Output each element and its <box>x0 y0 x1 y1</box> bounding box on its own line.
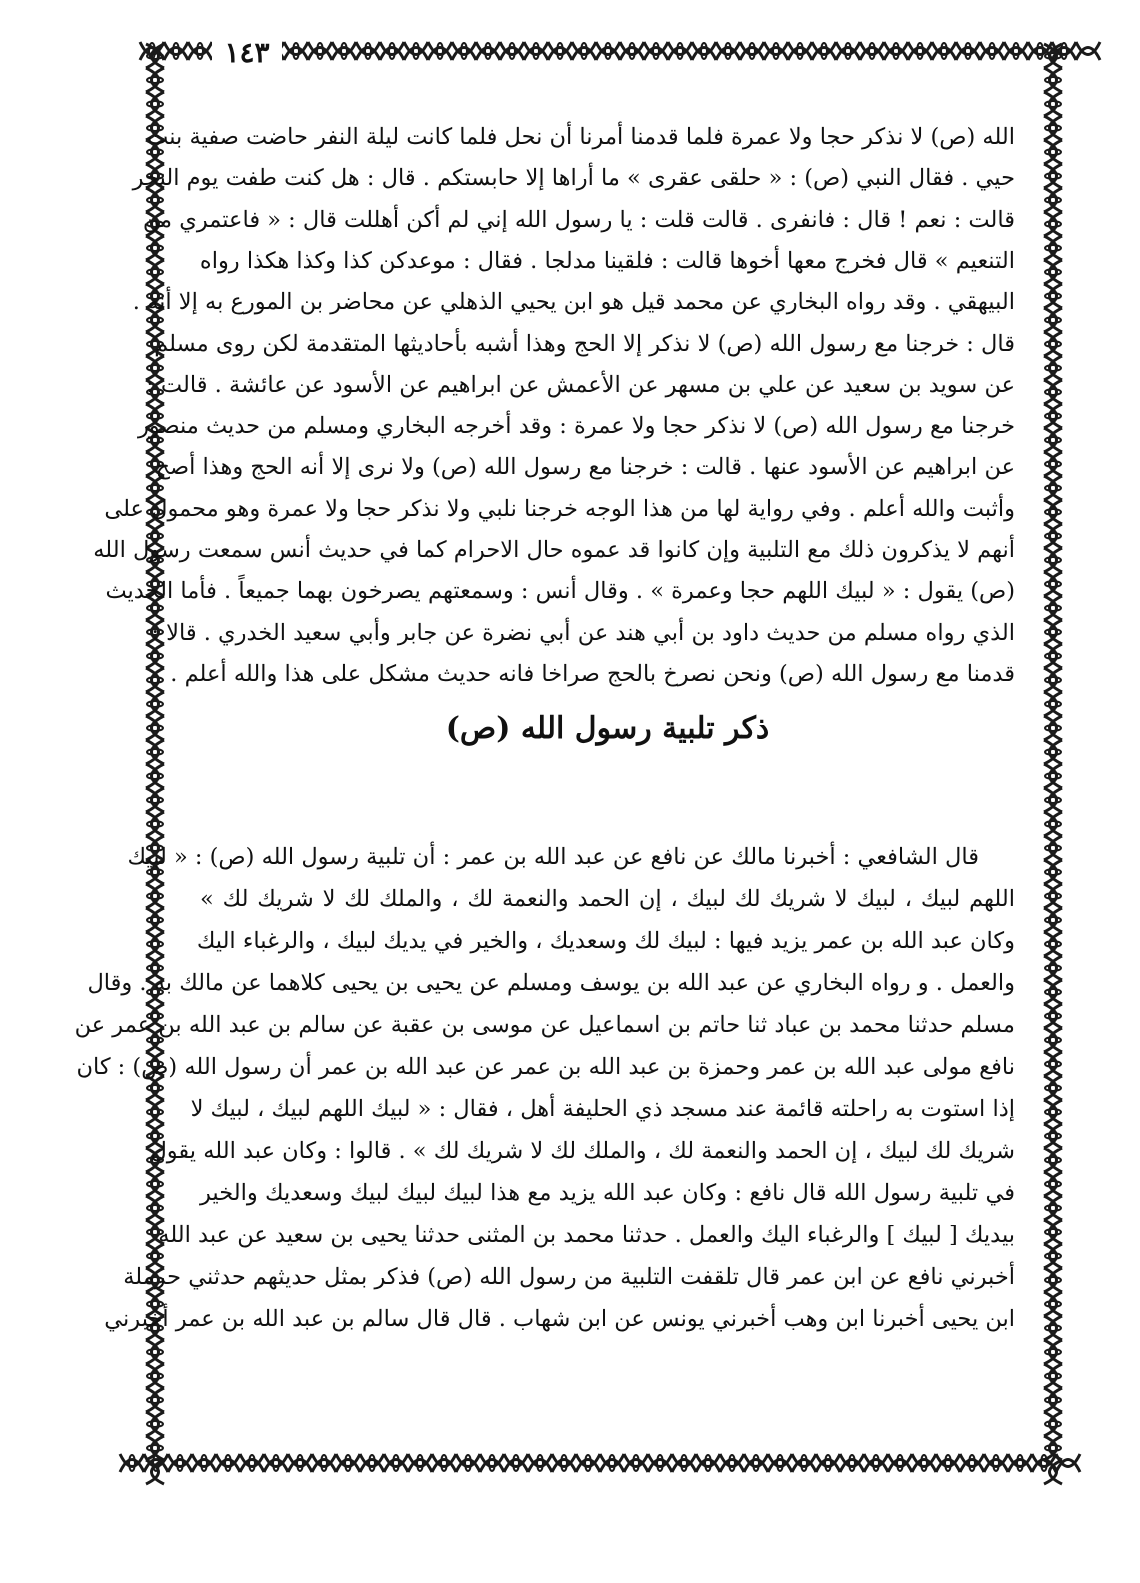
chain-ornament <box>120 1440 1062 1486</box>
text-line: مسلم حدثنا محمد بن عباد ثنا حاتم بن اسماعيل عن موسى بن عقبة عن سالم بن عبد الله بن عمر عن <box>74 1012 1015 1038</box>
ornamental-border-bottom <box>120 1440 1062 1486</box>
text-line: الذي رواه مسلم من حديث داود بن أبي هند عن أبي نضرة عن جابر وأبي سعيد الخدري . قالا : <box>151 619 1015 646</box>
text-line: نافع مولى عبد الله بن عمر وحمزة بن عبد الله بن عمر عن عبد الله بن عمر أن رسول الله (ص) : كان <box>76 1054 1015 1080</box>
text-body <box>74 118 1015 1418</box>
text-line: عن سويد بن سعيد عن علي بن مسهر عن الأعمش عن ابراهيم عن الأسود عن عائشة . قالت : <box>146 371 1015 398</box>
text-line: البيهقي . وقد رواه البخاري عن محمد قيل هو ابن يحيي الذهلي عن محاضر بن المورع به إلا أنه . <box>132 289 1015 316</box>
text-line: وكان عبد الله بن عمر يزيد فيها : لبيك لك وسعديك ، والخير في يديك لبيك ، والرغباء اليك <box>196 928 1015 954</box>
text-line: قال الشافعي : أخبرنا مالك عن نافع عن عبد الله بن عمر : أن تلبية رسول الله (ص) : « لبيك <box>127 844 979 870</box>
text-line: عن ابراهيم عن الأسود عنها . قالت : خرجنا مع رسول الله (ص) ولا نرى إلا أنه الحج وهذا أصح <box>155 454 1015 481</box>
text-line: وأثبت والله أعلم . وفي رواية لها من هذا الوجه خرجنا نلبي ولا نذكر حجا ولا عمرة وهو محمول على <box>104 495 1015 522</box>
text-line: خرجنا مع رسول الله (ص) لا نذكر حجا ولا عمرة : وقد أخرجه البخاري ومسلم من حديث منصور <box>137 413 1015 440</box>
text-line: في تلبية رسول الله قال نافع : وكان عبد الله يزيد مع هذا لبيك لبيك لبيك وسعديك والخير <box>200 1180 1015 1206</box>
text-line: قالت : نعم ! قال : فانفرى . قالت قلت : يا رسول الله إني لم أكن أهللت قال : « فاعتمري من <box>142 206 1015 233</box>
text-line: حيي . فقال النبي (ص) : « حلقى عقرى » ما أراها إلا حابستكم . قال : هل كنت طفت يوم النحر <box>132 165 1015 192</box>
text-line: ابن يحيى أخبرنا ابن وهب أخبرني يونس عن ابن شهاب . قال قال سالم بن عبد الله بن عمر أخبرني <box>104 1306 1015 1332</box>
text-line: التنعيم » قال فخرج معها أخوها قالت : فلقينا مدلجا . فقال : موعدكن كذا وكذا هكذا رواه <box>199 247 1015 274</box>
text-line: أنهم لا يذكرون ذلك مع التلبية وإن كانوا قد عموه حال الاحرام كما في حديث أنس سمعت رسول الله <box>93 537 1015 563</box>
text-line: إذا استوت به راحلته قائمة عند مسجد ذي الحليفة أهل ، فقال : « لبيك اللهم لبيك ، لبيك لا <box>190 1096 1015 1122</box>
ornamental-border-right <box>1030 44 1076 1464</box>
text-line: شريك لك لبيك ، إن الحمد والنعمة لك ، والملك لك لا شريك لك » . قالوا : وكان عبد الله يقول <box>150 1138 1015 1164</box>
text-line: اللهم لبيك ، لبيك لا شريك لك لبيك ، إن الحمد والنعمة لك ، والملك لك لا شريك لك » <box>200 886 1015 912</box>
section-heading: ذكر تلبية رسول الله (ص) <box>445 711 770 746</box>
chain-ornament <box>1030 44 1076 1464</box>
text-line: (ص) يقول : « لبيك اللهم حجا وعمرة » . وقال أنس : وسمعتهم يصرخون بهما جميعاً . فأما الحديث <box>105 578 1015 605</box>
text-line: والعمل . و رواه البخاري عن عبد الله بن يوسف ومسلم عن يحيى بن يحيى كلاهما عن مالك به . وقال <box>87 970 1015 996</box>
text-line: أخبرني نافع عن ابن عمر قال تلقفت التلبية من رسول الله (ص) فذكر بمثل حديثهم حدثني حرملة <box>123 1264 1015 1290</box>
text-line: قال : خرجنا مع رسول الله (ص) لا نذكر إلا الحج وهذا أشبه بأحاديثها المتقدمة لكن روى مسلم <box>154 330 1015 357</box>
text-line: بيديك [ لبيك ] والرغباء اليك والعمل . حدثنا محمد بن المثنى حدثنا يحيى بن سعيد عن عبد الله <box>158 1222 1015 1248</box>
text-line: قدمنا مع رسول الله (ص) ونحن نصرخ بالحج صراخا فانه حديث مشكل على هذا والله أعلم . <box>170 660 1015 687</box>
page-number: ١٤٣ <box>212 36 282 70</box>
text-line: الله (ص) لا نذكر حجا ولا عمرة فلما قدمنا أمرنا أن نحل فلما كانت ليلة النفر حاضت صفية بنت <box>147 124 1015 150</box>
